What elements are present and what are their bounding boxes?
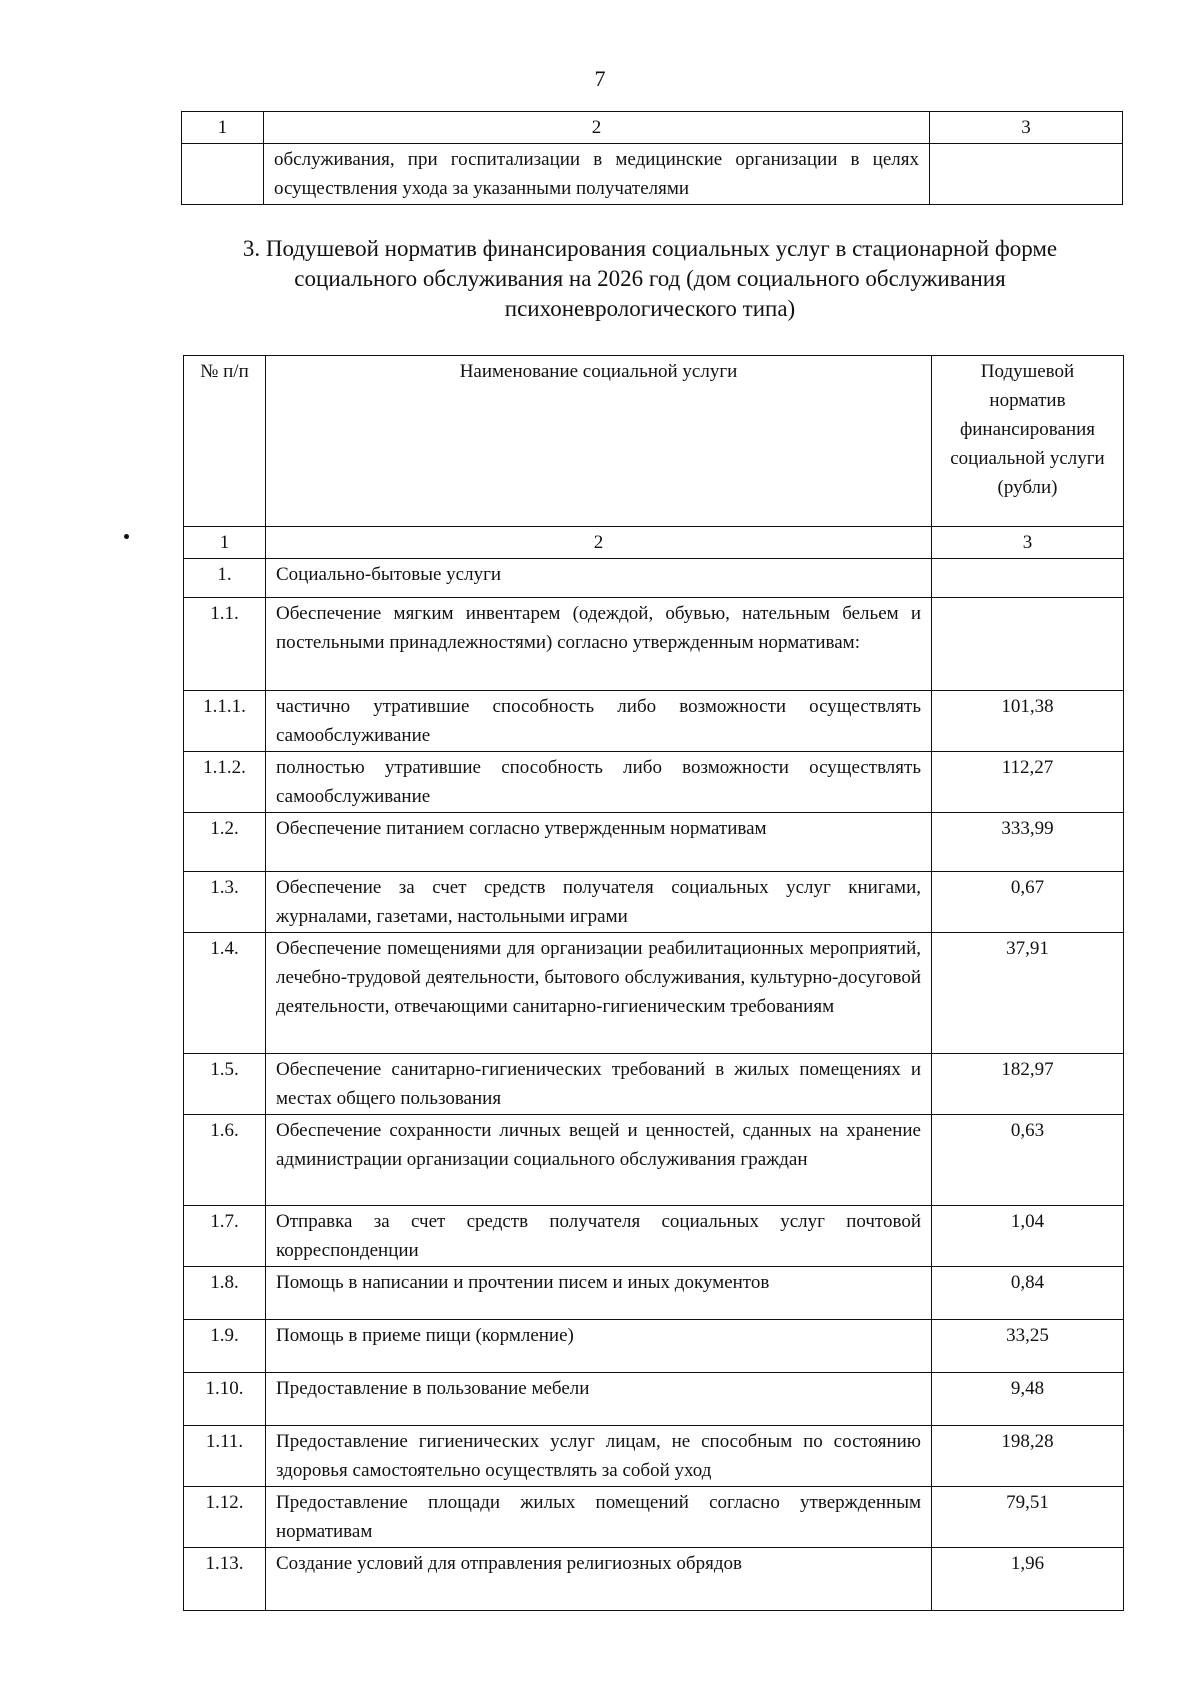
service-value: 101,38 (932, 691, 1124, 752)
row-number: 1.9. (184, 1320, 266, 1373)
service-name: Создание условий для отправления религиозных обрядов (266, 1548, 932, 1611)
row-number: 1.12. (184, 1487, 266, 1548)
service-name: Помощь в написании и прочтении писем и иных документов (266, 1267, 932, 1320)
service-value: 79,51 (932, 1487, 1124, 1548)
row-number: 1.2. (184, 813, 266, 872)
service-value: 0,63 (932, 1115, 1124, 1206)
service-name: Отправка за счет средств получателя социальных услуг почтовой корреспонденции (266, 1206, 932, 1267)
service-name: Социально-бытовые услуги (266, 559, 932, 598)
row-number: 1. (184, 559, 266, 598)
service-value (930, 144, 1123, 205)
column-number: 2 (264, 112, 930, 144)
service-value: 0,84 (932, 1267, 1124, 1320)
table-row (184, 598, 1124, 691)
table-row (184, 1548, 1124, 1611)
table-row (184, 1373, 1124, 1426)
row-number: 1.13. (184, 1548, 266, 1611)
service-name: Помощь в приеме пищи (кормление) (266, 1320, 932, 1373)
column-number: 3 (930, 112, 1123, 144)
service-value: 333,99 (932, 813, 1124, 872)
service-value (932, 598, 1124, 691)
header-normative: Подушевой норматив финансирования социальной услуги (рубли) (932, 356, 1124, 527)
service-name: Обеспечение санитарно-гигиенических требований в жилых помещениях и местах общего пользования (266, 1054, 932, 1115)
row-number: 1.1.1. (184, 691, 266, 752)
table-row (184, 1267, 1124, 1320)
service-name: Предоставление в пользование мебели (266, 1373, 932, 1426)
service-name: Обеспечение сохранности личных вещей и ценностей, сданных на хранение администрации организации социального обслуживания граждан (266, 1115, 932, 1206)
row-number: 1.11. (184, 1426, 266, 1487)
row-number: 1.1.2. (184, 752, 266, 813)
service-value: 33,25 (932, 1320, 1124, 1373)
service-name: Предоставление гигиенических услуг лицам, не способным по состоянию здоровья самостоятельно осуществлять за собой уход (266, 1426, 932, 1487)
table-row (184, 691, 1124, 752)
service-name: обслуживания, при госпитализации в медицинские организации в целях осуществления ухода за указанными получателями (264, 144, 930, 205)
table-row (184, 1115, 1124, 1206)
table-row (184, 1487, 1124, 1548)
row-number: 1.8. (184, 1267, 266, 1320)
column-number: 1 (182, 112, 264, 144)
service-name: Предоставление площади жилых помещений согласно утвержденным нормативам (266, 1487, 932, 1548)
table-row (184, 1206, 1124, 1267)
section-heading: 3. Подушевой норматив финансирования социальных услуг в стационарной форме социального обслуживания на 2026 год (дом социального обслуживания психоневрологического типа) (242, 236, 1058, 321)
row-number: 1.4. (184, 933, 266, 1054)
table-row (182, 144, 1123, 205)
table-row (184, 813, 1124, 872)
service-value: 1,04 (932, 1206, 1124, 1267)
row-number: 1.3. (184, 872, 266, 933)
row-number: 1.1. (184, 598, 266, 691)
row-number: 1.5. (184, 1054, 266, 1115)
service-name: Обеспечение за счет средств получателя социальных услуг книгами, журналами, газетами, настольными играми (266, 872, 932, 933)
column-number: 3 (932, 527, 1124, 559)
service-value (932, 559, 1124, 598)
column-number-row (182, 112, 1123, 144)
table-row (184, 1426, 1124, 1487)
page-number: 7 (594, 66, 606, 91)
column-number: 1 (184, 527, 266, 559)
service-name: полностью утратившие способность либо возможности осуществлять самообслуживание (266, 752, 932, 813)
column-number: 2 (266, 527, 932, 559)
service-value: 198,28 (932, 1426, 1124, 1487)
table-row (184, 1054, 1124, 1115)
scan-mark (124, 534, 129, 539)
header-service-name: Наименование социальной услуги (266, 356, 932, 527)
service-name: Обеспечение мягким инвентарем (одеждой, обувью, нательным бельем и постельными принадлежностями) согласно утвержденным нормативам: (266, 598, 932, 691)
header-row (184, 356, 1124, 527)
row-number (182, 144, 264, 205)
service-value: 182,97 (932, 1054, 1124, 1115)
service-name: Обеспечение помещениями для организации реабилитационных мероприятий, лечебно-трудовой деятельности, бытового обслуживания, культурно-досуговой деятельности, отвечающими санитарно-гигиеническим требованиям (266, 933, 932, 1054)
service-name: Обеспечение питанием согласно утвержденным нормативам (266, 813, 932, 872)
service-value: 37,91 (932, 933, 1124, 1054)
services-table (183, 355, 1124, 1611)
service-value: 1,96 (932, 1548, 1124, 1611)
table-row (184, 559, 1124, 598)
column-number-row (184, 527, 1124, 559)
row-number: 1.7. (184, 1206, 266, 1267)
row-number: 1.10. (184, 1373, 266, 1426)
service-value: 112,27 (932, 752, 1124, 813)
row-number: 1.6. (184, 1115, 266, 1206)
continuation-table (181, 111, 1123, 205)
service-value: 9,48 (932, 1373, 1124, 1426)
header-number: № п/п (184, 356, 266, 527)
table-row (184, 933, 1124, 1054)
service-name: частично утратившие способность либо возможности осуществлять самообслуживание (266, 691, 932, 752)
service-value: 0,67 (932, 872, 1124, 933)
table-row (184, 1320, 1124, 1373)
table-row (184, 872, 1124, 933)
table-row (184, 752, 1124, 813)
